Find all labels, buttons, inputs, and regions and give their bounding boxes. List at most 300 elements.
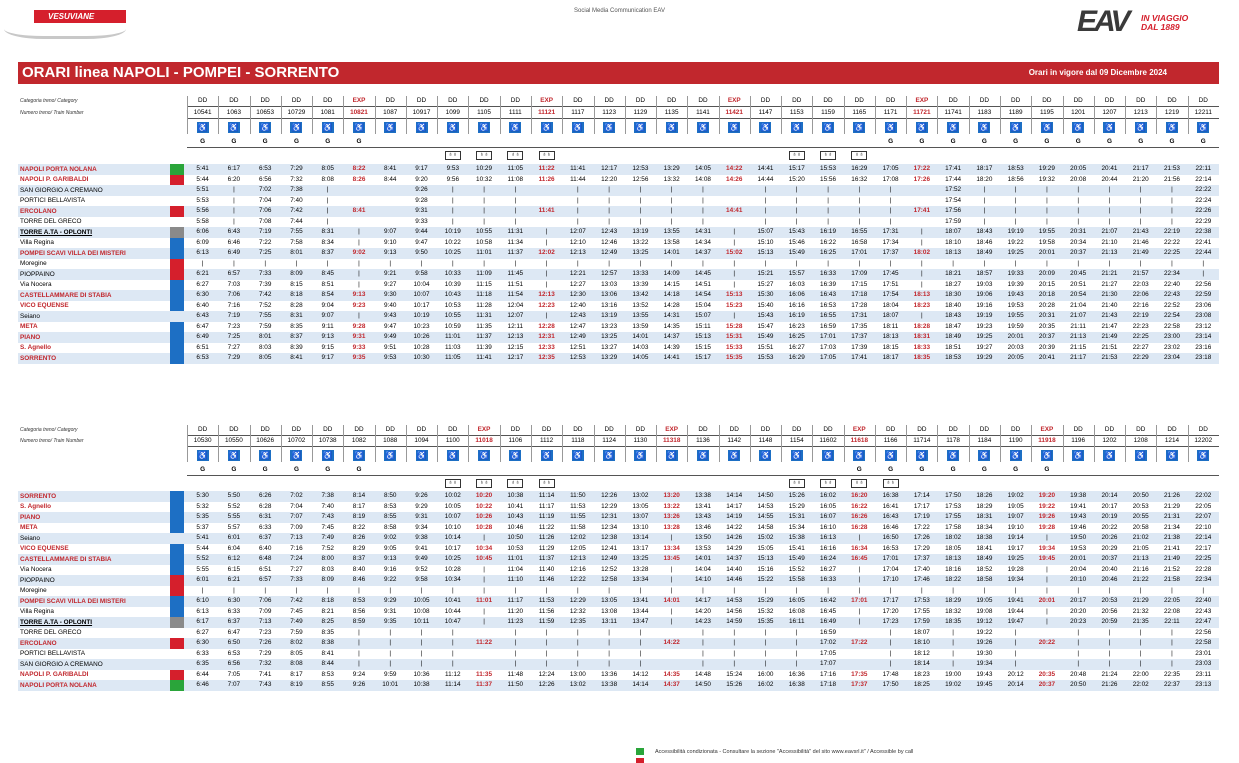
train-number: 12202 [1194,437,1213,444]
time-cell: 12:53 [569,354,586,361]
wheelchair-icon: ♿ [1198,123,1209,132]
time-cell: 14:44 [757,175,774,183]
eav-slogan [1141,14,1211,32]
time-cell: 21:27 [1101,280,1118,288]
time-cell: 6:30 [196,639,209,646]
time-cell: 23:06 [1195,301,1212,309]
time-cell: 7:23 [258,628,272,636]
time-cell: 8:35 [321,628,334,636]
time-cell: 9:05 [384,544,397,552]
wheelchair-icon: ♿ [291,451,302,460]
wheelchair-icon: ♿ [416,451,427,460]
time-cell: 18:25 [913,681,930,688]
time-cell: | [858,186,861,193]
time-cell: 21:49 [1132,249,1149,256]
time-cell: 11:05 [445,354,461,361]
station-name: NAPOLI P. GARIBALDI [20,176,89,183]
wheelchair-icon: ♿ [322,123,333,132]
train-category: DD [948,97,958,104]
time-cell: 10:07 [413,291,430,298]
time-cell: 9:31 [415,207,428,214]
time-cell: 13:16 [601,301,618,309]
time-cell: 10:30 [413,354,430,361]
time-cell: 6:26 [258,492,272,499]
time-cell: 19:55 [1007,312,1024,319]
time-cell: 7:06 [258,597,272,604]
train-category: DD [510,426,520,433]
time-cell: 21:47 [1101,322,1118,330]
time-cell: | [1139,217,1142,225]
time-cell: 21:26 [1101,681,1118,688]
train-category: DD [448,97,458,104]
station-access-icon [170,670,184,681]
guaranteed-mark: G [231,466,237,473]
train-number: 1219 [1164,109,1180,116]
time-cell: 13:08 [601,607,618,615]
time-cell: 17:46 [913,576,930,583]
time-cell: 22:28 [1195,565,1212,573]
time-cell: 20:37 [1070,249,1087,256]
train-category: EXP [727,97,741,104]
column-divider [687,96,688,134]
time-cell: 6:33 [227,607,241,615]
time-cell: 13:03 [601,280,618,288]
time-cell: 16:49 [820,618,837,625]
time-cell: 16:19 [788,312,805,319]
time-cell: 17:23 [882,618,899,625]
column-divider [656,96,657,134]
time-cell: | [1108,660,1111,667]
time-cell: 18:41 [976,544,993,552]
column-divider [844,96,845,134]
time-cell: | [670,259,673,267]
station-access-icon [170,238,184,249]
guaranteed-mark: G [919,466,925,473]
time-cell: | [1077,639,1080,646]
train-number: 1082 [351,437,367,444]
time-cell: 17:45 [882,270,899,277]
time-cell: 14:55 [757,513,774,520]
eav-slogan-line1: IN VIAGGIO [1141,13,1189,23]
time-cell: 10:04 [413,280,430,288]
guaranteed-mark: G [356,138,362,145]
train-number: 1148 [758,437,773,444]
time-cell: 22:00 [1132,670,1149,678]
conditional-access-icon [636,748,644,755]
time-cell: | [639,628,642,636]
time-cell: 18:05 [945,544,962,552]
time-cell: 23:00 [1163,333,1180,340]
time-cell: 13:47 [632,618,649,625]
header-divider [187,118,1219,119]
logo-swoosh [4,25,126,39]
time-cell: 23:14 [1195,333,1212,340]
time-cell: 7:19 [258,228,272,235]
time-cell: 18:32 [945,607,962,615]
time-cell: 19:53 [1007,301,1024,309]
time-cell: 14:01 [663,597,680,604]
time-cell: 16:27 [820,565,837,573]
time-cell: 16:28 [851,523,868,531]
time-cell: 9:26 [352,681,366,688]
time-cell: 14:59 [726,618,743,625]
time-cell: 19:25 [1007,555,1024,562]
time-cell: 20:50 [1070,681,1087,688]
time-cell: | [639,186,642,193]
time-cell: 20:17 [1070,597,1087,604]
train-category: DD [291,97,302,104]
time-cell: | [358,270,360,277]
time-cell: 15:35 [757,618,774,625]
train-number: 11318 [662,437,681,444]
time-cell: | [233,586,235,594]
time-cell: 10:46 [507,523,524,531]
column-divider [1000,425,1001,462]
time-cell: 16:08 [788,607,805,615]
time-cell: 6:53 [258,165,272,172]
time-cell: 21:15 [1070,343,1087,351]
time-cell: 11:08 [507,175,524,183]
train-category: DD [1136,97,1146,104]
time-cell: 17:03 [820,343,837,351]
time-cell: 11:10 [507,576,524,583]
time-cell: | [1046,618,1048,625]
time-cell: 20:54 [1070,291,1087,298]
guaranteed-mark: G [919,138,925,145]
wheelchair-icon: ♿ [260,451,271,460]
time-cell: | [764,660,767,667]
time-cell: | [733,660,736,667]
time-cell: | [952,649,954,657]
time-cell: | [983,217,986,225]
time-cell: 14:37 [663,333,680,340]
time-cell: 22:11 [1164,618,1180,625]
train-number: 1201 [1071,109,1086,116]
time-cell: 15:24 [726,670,743,678]
time-cell: | [358,228,360,235]
time-cell: 13:43 [694,513,711,520]
time-cell: 10:10 [444,523,461,531]
time-cell: | [514,259,517,267]
train-category: DD [1198,97,1208,104]
time-cell: 12:20 [601,175,618,183]
time-cell: 16:19 [820,228,837,235]
station-access-icon [170,280,184,291]
wheelchair-icon: ♿ [197,451,208,460]
column-divider [781,425,782,462]
time-cell: 9:58 [415,576,428,583]
time-cell: 15:34 [788,523,805,531]
time-cell: 21:10 [1101,238,1118,246]
column-divider [875,96,876,134]
train-number: 10653 [256,109,275,116]
train-category: DD [291,426,302,433]
time-cell: 11:41 [476,354,492,361]
train-category: DD [573,426,583,433]
station-name: Via Nocera [20,281,52,288]
time-cell: 9:53 [446,165,460,172]
time-cell: 22:16 [1132,301,1149,309]
wheelchair-icon: ♿ [854,451,865,460]
time-cell: 14:53 [757,502,774,510]
time-cell: 16:05 [820,502,837,510]
time-cell: 9:33 [352,343,366,351]
wheelchair-icon: ♿ [1167,123,1177,132]
time-cell: 15:04 [694,301,711,309]
time-cell: | [514,217,517,225]
time-cell: 14:23 [694,618,711,625]
time-cell: 19:16 [976,301,993,309]
time-cell: | [702,639,704,646]
time-cell: | [420,660,423,667]
time-cell: 8:35 [290,322,303,330]
time-cell: 15:52 [788,565,805,573]
time-cell: | [483,534,485,541]
time-cell: 12:58 [601,576,618,583]
time-cell: 12:27 [569,280,586,288]
time-cell: 15:56 [820,175,837,183]
time-cell: 18:49 [976,555,993,562]
bicycle-icon: ♁♁ [445,151,461,160]
train-category: DD [229,426,239,433]
time-cell: | [1014,660,1017,667]
time-cell: 17:26 [913,534,930,541]
time-cell: 8:58 [384,523,397,531]
time-cell: 13:25 [601,333,618,340]
time-cell: 22:52 [1163,301,1180,309]
time-cell: 9:28 [352,322,366,330]
time-cell: | [451,259,454,267]
time-cell: | [889,660,892,667]
time-cell: 10:11 [413,618,430,625]
train-number: 1154 [789,437,804,444]
time-cell: 6:17 [227,165,241,172]
time-cell: 19:07 [1007,513,1024,520]
time-cell: 12:33 [538,343,555,351]
time-cell: | [921,259,923,267]
time-cell: 21:43 [1132,228,1149,235]
station-access-icon [170,575,184,586]
time-cell: 6:47 [196,322,209,330]
header-divider [187,475,1219,476]
train-category: EXP [540,97,553,104]
time-cell: | [764,207,767,214]
time-cell: 22:19 [1163,228,1180,235]
time-cell: | [451,196,454,204]
time-cell: 14:22 [663,639,680,646]
time-cell: 7:40 [321,502,334,510]
time-cell: | [889,628,892,636]
column-divider [562,96,563,134]
time-cell: 5:55 [196,565,209,573]
guaranteed-mark: G [888,138,894,145]
time-cell: 10:38 [507,492,524,499]
time-cell: 11:50 [570,492,586,499]
time-cell: | [1077,628,1080,636]
time-cell: | [1202,259,1205,267]
time-cell: 18:43 [976,228,993,235]
train-category: DD [1042,97,1052,104]
time-cell: | [451,207,454,214]
train-number: 1165 [852,109,867,116]
time-cell: 18:10 [945,238,962,246]
time-cell: 20:31 [1070,228,1087,235]
time-cell: 16:23 [788,322,805,330]
time-cell: | [514,186,517,193]
time-cell: 15:11 [695,322,711,330]
time-cell: 10:53 [507,544,524,552]
time-cell: | [514,628,517,636]
time-cell: 11:48 [507,670,524,678]
column-divider [1125,96,1126,134]
time-cell: 10:34 [475,544,493,552]
station-access-icon [170,617,184,628]
column-divider [437,425,438,462]
time-cell: | [1077,186,1080,193]
guaranteed-mark: G [325,466,331,473]
time-cell: | [1014,628,1017,636]
time-cell: 15:32 [757,607,774,615]
bicycle-icon: ♁♁ [789,479,805,488]
time-cell: 5:41 [196,534,209,541]
time-cell: | [983,207,986,214]
column-divider [1094,425,1095,462]
time-cell: 15:29 [757,597,774,604]
time-cell: 5:44 [196,175,209,183]
time-cell: 8:21 [321,607,334,615]
station-name: CASTELLAMMARE DI STABIA [20,555,112,563]
time-cell: | [952,639,954,646]
time-cell: | [795,196,798,204]
time-cell: 16:34 [851,544,868,552]
time-cell: 15:13 [694,333,711,340]
time-cell: 8:19 [352,513,366,520]
time-cell: 6:13 [196,607,209,615]
time-cell: 12:13 [569,555,586,562]
time-cell: | [1046,586,1048,594]
time-cell: 6:33 [258,523,272,531]
time-cell: 22:40 [1163,280,1180,288]
time-cell: | [264,586,266,594]
time-cell: 22:10 [1195,523,1212,531]
time-cell: 11:37 [538,555,555,562]
column-divider [875,425,876,462]
time-cell: 10:44 [444,607,461,615]
time-cell: | [326,259,329,267]
time-cell: 14:22 [726,523,743,531]
time-cell: 16:32 [851,175,868,183]
time-cell: 22:29 [1195,217,1212,225]
guaranteed-mark: G [1169,138,1175,145]
time-cell: 8:00 [321,555,334,562]
column-divider [812,96,813,134]
time-cell: 10:05 [413,597,430,604]
time-cell: 20:20 [1070,607,1087,615]
time-cell: 14:37 [663,681,680,688]
time-cell: 12:49 [601,555,618,562]
train-category: EXP [477,426,491,433]
time-cell: 6:04 [227,544,241,552]
time-cell: 8:09 [290,270,303,277]
time-cell: 12:13 [538,291,555,298]
station-name: ERCOLANO [20,207,57,215]
time-cell: 14:31 [694,228,711,235]
time-cell: | [921,270,923,277]
time-cell: 16:24 [820,555,837,562]
time-cell: 13:44 [632,607,649,615]
train-category: DD [323,97,333,104]
time-cell: 22:14 [1195,534,1212,541]
time-cell: | [733,628,736,636]
bicycle-icon: ♁♁ [851,479,867,488]
time-cell: 7:29 [290,165,303,172]
time-cell: | [764,639,767,646]
train-category: DD [448,426,458,433]
time-cell: 13:29 [663,165,680,172]
time-cell: 18:22 [945,576,962,583]
time-cell: | [733,639,736,646]
time-cell: 11:26 [538,534,555,541]
time-cell: 7:09 [290,523,303,531]
time-cell: 6:53 [227,649,241,657]
station-access-icon [170,227,184,238]
time-cell: 12:24 [538,670,555,678]
guaranteed-mark: G [200,466,206,473]
time-cell: 16:02 [757,681,774,688]
time-cell: 10:14 [444,534,461,541]
wheelchair-icon: ♿ [791,451,802,460]
time-cell: | [1077,207,1080,214]
time-cell: | [639,649,642,657]
time-cell: 6:44 [196,670,209,678]
time-cell: 23:12 [1195,322,1212,330]
wheelchair-icon: ♿ [979,123,990,132]
time-cell: | [514,586,517,594]
time-cell: 21:32 [1132,607,1149,615]
time-cell: 19:33 [1007,270,1024,277]
time-cell: 10:47 [444,618,461,625]
time-cell: 11:17 [507,597,524,604]
time-cell: 19:22 [976,628,993,636]
eav-logo [1077,6,1205,38]
wheelchair-icon: ♿ [729,123,740,132]
train-number: 1166 [883,437,898,444]
time-cell: 7:02 [258,186,272,193]
time-cell: 7:27 [290,565,303,573]
time-cell: 15:07 [757,228,774,235]
header-divider [187,446,1219,447]
time-cell: | [1139,660,1142,667]
time-cell: | [639,259,642,267]
time-cell: 14:45 [694,270,711,277]
time-cell: | [1171,186,1173,193]
time-cell: | [545,312,548,319]
column-divider [406,425,407,462]
wheelchair-icon: ♿ [447,123,458,132]
time-cell: | [795,649,798,657]
station-name: PORTICI BELLAVISTA [20,650,85,657]
time-cell: 12:07 [569,228,586,235]
wheelchair-icon: ♿ [1041,451,1052,460]
train-category: DD [885,426,896,433]
time-cell: 14:26 [726,175,743,183]
time-cell: 9:53 [384,354,397,361]
time-cell: | [639,660,642,667]
wheelchair-icon: ♿ [510,451,521,460]
column-divider [594,425,595,462]
time-cell: 18:30 [945,291,962,298]
time-cell: | [889,217,892,225]
